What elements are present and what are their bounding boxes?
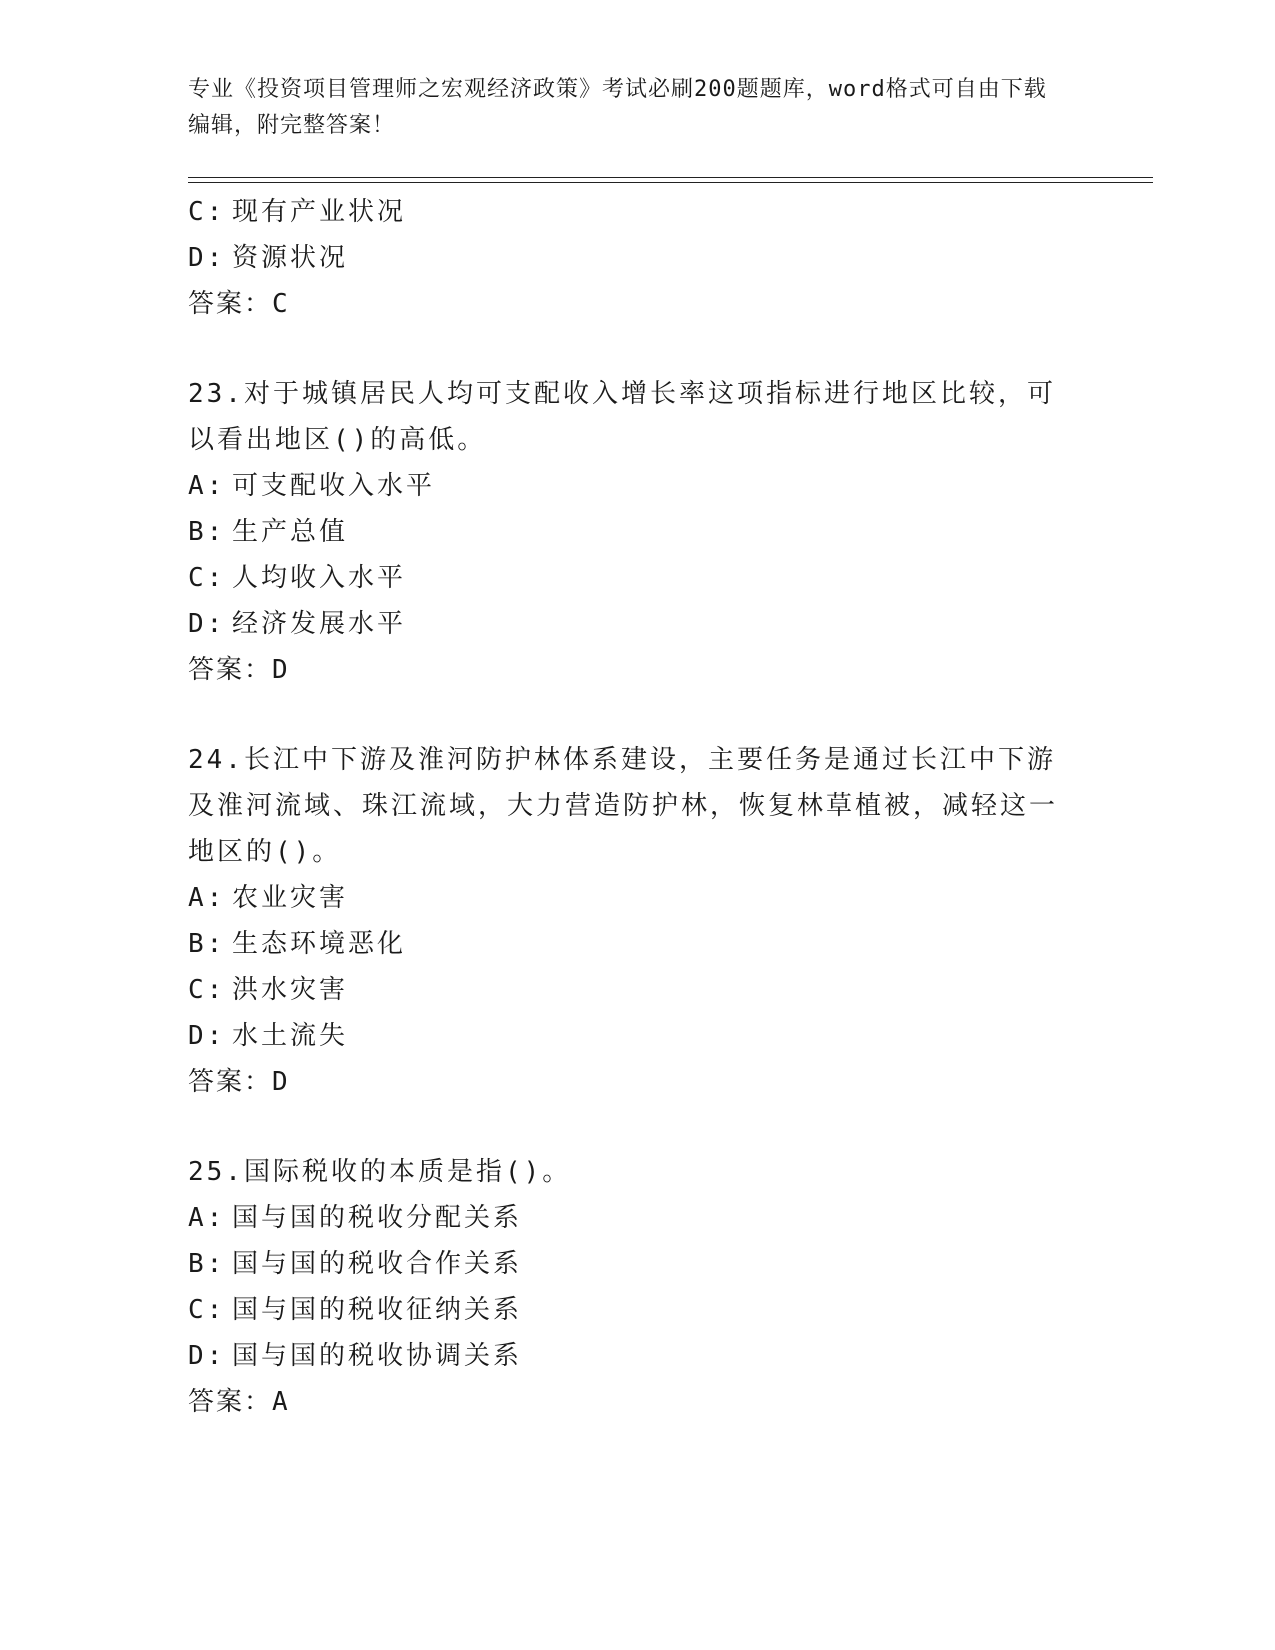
option-letter: D: bbox=[188, 1021, 226, 1051]
answer-line: 答案：D bbox=[188, 1067, 290, 1097]
option-letter: C: bbox=[188, 1295, 226, 1325]
option-letter: B: bbox=[188, 929, 226, 959]
option-letter: A: bbox=[188, 883, 226, 913]
option-text: 洪水灾害 bbox=[232, 975, 349, 1005]
question-25 bbox=[188, 1149, 1068, 1425]
option-b bbox=[188, 921, 1068, 967]
answer-line: 答案：A bbox=[188, 1387, 290, 1417]
option-d bbox=[188, 1013, 1068, 1059]
option-letter: A: bbox=[188, 471, 226, 501]
option-text: 人均收入水平 bbox=[232, 563, 407, 593]
option-text: 国与国的税收分配关系 bbox=[232, 1203, 523, 1233]
question-23 bbox=[188, 371, 1068, 693]
option-text: 生产总值 bbox=[232, 517, 349, 547]
option-b bbox=[188, 509, 1068, 555]
header-divider-top bbox=[188, 177, 1153, 178]
option-letter: B: bbox=[188, 517, 226, 547]
option-letter: D: bbox=[188, 1341, 226, 1371]
option-c bbox=[188, 967, 1068, 1013]
answer-line: 答案：C bbox=[188, 289, 290, 319]
option-text: 国与国的税收征纳关系 bbox=[232, 1295, 523, 1325]
option-text: 水土流失 bbox=[232, 1021, 349, 1051]
spacer bbox=[188, 1105, 1068, 1149]
document-title: 专业《投资项目管理师之宏观经济政策》考试必刷200题题库，word格式可自由下载编辑，附完整答案！ bbox=[188, 77, 1047, 138]
option-d bbox=[188, 235, 1068, 281]
option-c bbox=[188, 555, 1068, 601]
question-stem: 23.对于城镇居民人均可支配收入增长率这项指标进行地区比较，可以看出地区()的高低。 bbox=[188, 379, 1056, 455]
option-a bbox=[188, 875, 1068, 921]
option-letter: C: bbox=[188, 563, 226, 593]
header-divider-bottom bbox=[188, 182, 1153, 183]
option-text: 可支配收入水平 bbox=[232, 471, 436, 501]
option-d bbox=[188, 601, 1068, 647]
option-letter: B: bbox=[188, 1249, 226, 1279]
question-content bbox=[188, 189, 1068, 1425]
question-24 bbox=[188, 737, 1068, 1105]
option-text: 资源状况 bbox=[232, 243, 349, 273]
option-c bbox=[188, 1287, 1068, 1333]
option-letter: C: bbox=[188, 975, 226, 1005]
option-text: 国与国的税收合作关系 bbox=[232, 1249, 523, 1279]
question-continuation bbox=[188, 189, 1068, 327]
option-a bbox=[188, 463, 1068, 509]
option-text: 现有产业状况 bbox=[232, 197, 407, 227]
option-letter: A: bbox=[188, 1203, 226, 1233]
spacer bbox=[188, 693, 1068, 737]
option-text: 农业灾害 bbox=[232, 883, 349, 913]
spacer bbox=[188, 327, 1068, 371]
option-letter: C: bbox=[188, 197, 226, 227]
option-letter: D: bbox=[188, 609, 226, 639]
option-text: 生态环境恶化 bbox=[232, 929, 407, 959]
question-stem: 25.国际税收的本质是指()。 bbox=[188, 1157, 572, 1187]
question-stem: 24.长江中下游及淮河防护林体系建设，主要任务是通过长江中下游及淮河流域、珠江流域，大力营造防护林，恢复林草植被，减轻这一地区的()。 bbox=[188, 745, 1059, 867]
option-c bbox=[188, 189, 1068, 235]
option-d bbox=[188, 1333, 1068, 1379]
option-b bbox=[188, 1241, 1068, 1287]
option-letter: D: bbox=[188, 243, 226, 273]
answer-line: 答案：D bbox=[188, 655, 290, 685]
page-header bbox=[188, 72, 1068, 144]
option-text: 经济发展水平 bbox=[232, 609, 407, 639]
option-text: 国与国的税收协调关系 bbox=[232, 1341, 523, 1371]
option-a bbox=[188, 1195, 1068, 1241]
